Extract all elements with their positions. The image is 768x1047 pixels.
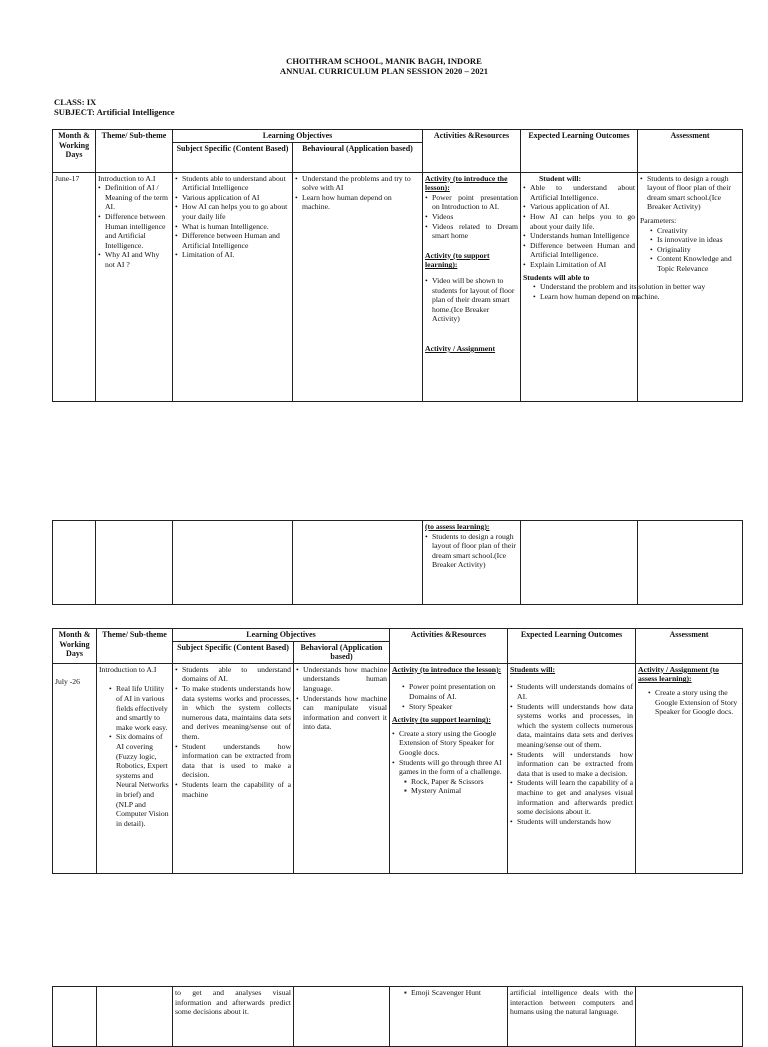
list-item: • Originality — [650, 245, 740, 255]
list-item: • Various application of AI. — [523, 202, 635, 212]
list-item: • Students to design a rough layout of floor plan of their dream smart school.(Ice Breaker Activity) — [640, 174, 740, 212]
list-item: • Understand the problems and try to solve with AI — [295, 174, 420, 193]
behavioural-header: Behavioral (Application based) — [294, 641, 390, 663]
list-item: • Students able to understand about Artificial Intelligence — [175, 174, 290, 193]
subject-cell — [173, 663, 294, 873]
list-item: • Creativity — [650, 226, 740, 236]
activity-support-title: Activity (to support learning): — [425, 250, 490, 270]
assessment-cell — [636, 663, 743, 873]
empty-cell — [294, 987, 390, 1047]
list-item: • Students learn the capability of a machine — [175, 780, 291, 799]
assessment-header: Assessment — [638, 130, 743, 173]
behavioural-cell — [294, 663, 390, 873]
behavioural-cell — [293, 172, 423, 401]
list-item: • Learn how human depend on machine. — [533, 292, 635, 302]
empty-cell — [173, 521, 293, 605]
objectives-header: Learning Objectives — [173, 130, 423, 143]
theme-header: Theme/ Sub-theme — [97, 629, 173, 664]
list-item: • Students able to understand domains of AI. — [175, 665, 291, 684]
activities-header: Activities &Resources — [390, 629, 508, 664]
list-item: • Is innovative in ideas — [650, 235, 740, 245]
outcomes-cell — [508, 663, 636, 873]
activities-cell — [423, 172, 521, 401]
list-item: • Students will understands how information can be extracted from data that is used to make a decision. — [510, 750, 633, 779]
list-item: • Students will understands domains of AI. — [510, 682, 633, 701]
list-item: • Difference between Human and Artificial Intelligence — [175, 231, 290, 250]
list-item: • Difference between Human and Artificial Intelligence. — [523, 241, 635, 260]
assessment-title: Activity / Assignment (to assess learning): — [638, 664, 719, 684]
activity-intro-title: Activity (to introduce the lesson): — [392, 664, 502, 674]
list-item: • Understands how machine understands human language. — [296, 665, 387, 694]
theme-title: Introduction to A.I — [99, 664, 157, 674]
list-item: • Students will learn the capability of a machine to get and analyses visual information and afterwards predict some decisions about it. — [510, 778, 633, 816]
plan-title: ANNUAL CURRICULUM PLAN SESSION 2020 – 2021 — [279, 66, 489, 76]
theme-header: Theme/ Sub-theme — [96, 130, 173, 173]
activities-cont-cell — [423, 521, 521, 605]
list-item: • To make students understands how data systems works and processes, in which the system collects numerous data, maintains data sets and derives meaning/sense out of them. — [175, 684, 291, 742]
objectives-header: Learning Objectives — [173, 629, 390, 642]
list-item: ▪ Emoji Scavenger Hunt — [402, 988, 505, 998]
list-item: • Power point presentation on Domains of AI. — [402, 682, 505, 701]
list-item: • Create a story using the Google Extension of Story Speaker for Google docs. — [648, 688, 740, 717]
activities-header: Activities &Resources — [423, 130, 521, 173]
list-item: • Learn how human depend on machine. — [295, 193, 420, 212]
list-item: • Able to understand about Artificial Intelligence. — [523, 183, 635, 202]
list-item: • Various application of AI — [175, 193, 290, 203]
list-item: • What is human Intelligence. — [175, 222, 290, 232]
curriculum-table-july-continued — [52, 986, 743, 1047]
outcomes-cont-cell: artificial intelligence deals with the interaction between computers and humans using the natural language. — [508, 987, 636, 1047]
outcomes-title: Student will: — [539, 173, 582, 183]
parameters-title: Parameters: — [640, 215, 677, 225]
list-item: • Six domains of AI covering (Fuzzy logic, Robotics, Expert systems and Neural Networks in brief) and (NLP and Computer Vision in detail). — [109, 732, 170, 828]
list-item: • Create a story using the Google Extension of Story Speaker for Google docs. — [392, 729, 505, 758]
month-header: Month & Working Days — [53, 629, 97, 664]
list-item: • Students will understands how data systems works and processes, in which the system collects numerous data, maintains data sets and derives meaning/sense out of them. — [510, 702, 633, 750]
list-item: • Videos related to Dream smart home — [425, 222, 518, 241]
subject-cell — [173, 172, 293, 401]
list-item: • Limitation of AI. — [175, 250, 290, 260]
list-item: • Difference between Human intelligence and Artificial Intelligence. — [98, 212, 170, 250]
empty-cell — [53, 521, 96, 605]
month-cell: June-17 — [53, 172, 96, 401]
empty-cell — [53, 987, 97, 1047]
subject-line: SUBJECT: Artificial Intelligence — [54, 107, 175, 117]
list-item: • Story Speaker — [402, 702, 505, 712]
list-item: • Content Knowledge and Topic Relevance — [650, 254, 740, 273]
list-item: • Real life Utility of AI in various fields effectively and smartly to make work easy. — [109, 684, 170, 732]
list-item: • Student understands how information can be extracted from data that is used to make a decision. — [175, 742, 291, 780]
list-item: • Explain Limitation of AI — [523, 260, 635, 270]
outcomes-title: Students will: — [510, 664, 556, 674]
curriculum-table-june — [52, 129, 743, 402]
activity-intro-title: Activity (to introduce the lesson): — [425, 173, 508, 193]
list-item: • Videos — [425, 212, 518, 222]
empty-cell — [293, 521, 423, 605]
list-item: • Understands human Intelligence — [523, 231, 635, 241]
list-item: • How AI can helps you to go about your daily life — [175, 202, 290, 221]
month-cell — [53, 663, 97, 873]
list-item: • Definition of AI / Meaning of the term AI. — [98, 183, 170, 212]
assessment-header: Assessment — [636, 629, 743, 664]
list-item: • Why AI and Why not AI ? — [98, 250, 170, 269]
empty-cell — [96, 521, 173, 605]
activities-cont-cell — [390, 987, 508, 1047]
subject-specific-header: Subject Specific (Content Based) — [173, 142, 293, 172]
school-name: CHOITHRAM SCHOOL, MANIK BAGH, INDORE — [286, 56, 482, 66]
empty-cell — [636, 987, 743, 1047]
theme-cell — [96, 172, 173, 401]
activity-support-title: Activity (to support learning): — [392, 715, 491, 725]
outcomes-able-title: Students will able to — [523, 272, 590, 282]
theme-title: Introduction to A.I — [98, 173, 156, 183]
month-header: Month & Working Days — [53, 130, 96, 173]
list-item: • Students will go through three AI games in the form of a challenge. — [392, 758, 505, 777]
list-item: • Students will understands how — [510, 817, 633, 827]
list-item: ▪ Rock, Paper & Scissors — [402, 777, 505, 787]
list-item: ▪ Mystery Animal — [402, 786, 505, 796]
subject-specific-header: Subject Specific (Content Based) — [173, 641, 294, 663]
activity-assignment-title: Activity / Assignment — [425, 343, 496, 353]
theme-cell — [97, 663, 173, 873]
behavioural-header: Behavioural (Application based) — [293, 142, 423, 172]
empty-cell — [97, 987, 173, 1047]
list-item: • Understand the problem and its solution in better way — [533, 282, 635, 292]
subject-cont-cell: to get and analyses visual information and afterwards predict some decisions about it. — [173, 987, 294, 1047]
empty-cell — [521, 521, 638, 605]
month-label: July -26 — [55, 676, 80, 686]
outcomes-header: Expected Learning Outcomes — [521, 130, 638, 173]
empty-cell — [638, 521, 743, 605]
list-item: • Understands how machine can manipulate visual information and convert it into data. — [296, 694, 387, 732]
outcomes-header: Expected Learning Outcomes — [508, 629, 636, 664]
list-item: • How AI can helps you to go about your daily life. — [523, 212, 635, 231]
curriculum-table-july — [52, 628, 743, 874]
list-item: • Power point presentation on Introduction to AI. — [425, 193, 518, 212]
activity-assess-title: (to assess learning): — [425, 522, 490, 531]
class-line: CLASS: IX — [54, 97, 97, 107]
list-item: • Video will be shown to students for layout of floor plan of their dream smart home.(Ice Breaker Activity) — [425, 276, 518, 324]
list-item: • Students to design a rough layout of floor plan of their dream smart school.(Ice Breaker Activity) — [425, 532, 518, 570]
curriculum-table-june-continued — [52, 520, 743, 605]
activities-cell — [390, 663, 508, 873]
